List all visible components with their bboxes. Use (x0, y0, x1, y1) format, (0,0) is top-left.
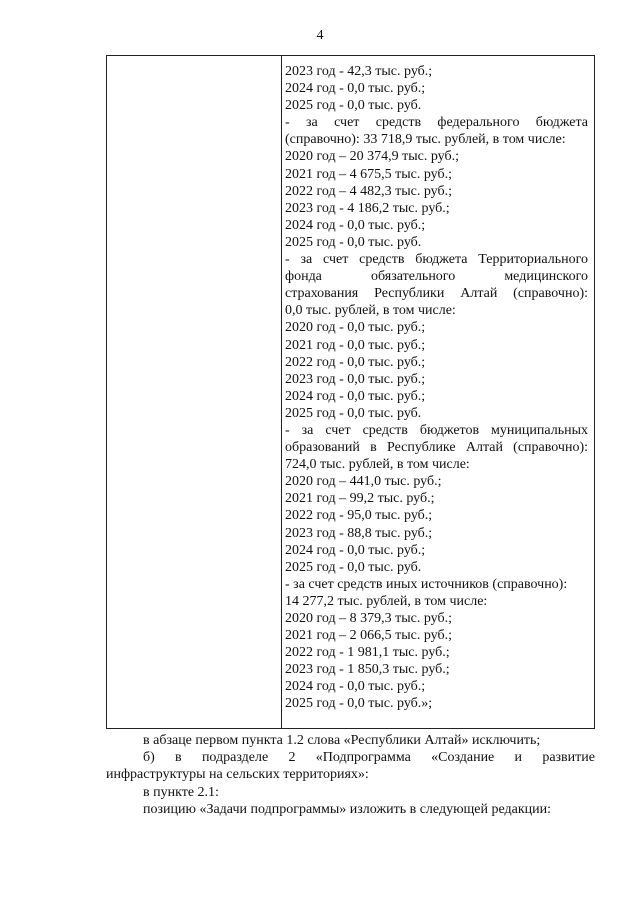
cell-line: 2020 год – 441,0 тыс. руб.; (285, 474, 442, 490)
cell-line: - за счет средств иных источников (справочно): (285, 576, 568, 592)
cell-line: 2021 год – 99,2 тыс. руб.; (285, 491, 435, 507)
paragraph: б) в подразделе 2 «Подпрограмма «Создание и развитие (143, 750, 595, 766)
column-divider (281, 56, 282, 728)
paragraph: в пункте 2.1: (143, 784, 219, 800)
cell-line: 2022 год - 0,0 тыс. руб.; (285, 354, 426, 370)
cell-line: 2024 год - 0,0 тыс. руб.; (285, 388, 426, 404)
cell-line: 2020 год - 0,0 тыс. руб.; (285, 320, 426, 336)
cell-line: 2025 год - 0,0 тыс. руб. (285, 559, 422, 575)
cell-line: 2024 год - 0,0 тыс. руб.; (285, 679, 426, 695)
cell-line: 2022 год - 1 981,1 тыс. руб.; (285, 645, 450, 661)
cell-line: 2025 год - 0,0 тыс. руб.»; (285, 696, 433, 712)
program-table (106, 55, 595, 729)
cell-line: (справочно): 33 718,9 тыс. рублей, в том числе: (285, 132, 566, 148)
paragraph: в абзаце первом пункта 1.2 слова «Республики Алтай» исключить; (143, 733, 541, 748)
cell-line: 2025 год - 0,0 тыс. руб. (285, 98, 422, 114)
cell-line: 0,0 тыс. рублей, в том числе: (285, 303, 456, 319)
cell-line: 2025 год - 0,0 тыс. руб. (285, 234, 422, 250)
cell-line: 2023 год - 1 850,3 тыс. руб.; (285, 662, 450, 678)
cell-line: - за счет средств бюджетов муниципальных (285, 422, 588, 438)
cell-line: 2021 год - 0,0 тыс. руб.; (285, 337, 426, 353)
cell-line: 2024 год - 0,0 тыс. руб.; (285, 217, 426, 233)
cell-line: 724,0 тыс. рублей, в том числе: (285, 457, 470, 473)
cell-line: страхования Республики Алтай (справочно): (285, 286, 588, 302)
paragraph: позицию «Задачи подпрограммы» изложить в следующей редакции: (143, 801, 552, 817)
cell-line: 2022 год - 95,0 тыс. руб.; (285, 508, 433, 524)
cell-line: 2024 год - 0,0 тыс. руб.; (285, 542, 426, 558)
cell-line: 2023 год - 88,8 тыс. руб.; (285, 525, 433, 541)
cell-line: 2023 год - 0,0 тыс. руб.; (285, 371, 426, 387)
cell-line: 2025 год - 0,0 тыс. руб. (285, 405, 422, 421)
cell-line: 2023 год - 42,3 тыс. руб.; (285, 64, 433, 79)
page-number: 4 (316, 28, 324, 43)
paragraph-continuation: инфраструктуры на сельских территориях»: (106, 767, 369, 783)
cell-line: - за счет средств федерального бюджета (285, 115, 588, 131)
cell-line: фонда обязательного медицинского (285, 269, 588, 285)
cell-line: образований в Республике Алтай (справочно): (285, 440, 588, 456)
cell-line: 2022 год – 4 482,3 тыс. руб.; (285, 183, 452, 199)
table-cell-right (285, 63, 588, 713)
cell-line: 2020 год – 8 379,3 тыс. руб.; (285, 611, 452, 626)
cell-line: 2021 год – 2 066,5 тыс. руб.; (285, 628, 452, 644)
cell-line: 14 277,2 тыс. рублей, в том числе: (285, 593, 488, 609)
cell-line: 2020 год – 20 374,9 тыс. руб.; (285, 149, 459, 165)
cell-line: 2024 год - 0,0 тыс. руб.; (285, 81, 426, 97)
document-body (106, 732, 595, 818)
cell-line: 2021 год – 4 675,5 тыс. руб.; (285, 166, 452, 182)
cell-line: - за счет средств бюджета Территориального (285, 252, 588, 268)
cell-line: 2023 год - 4 186,2 тыс. руб.; (285, 200, 450, 216)
